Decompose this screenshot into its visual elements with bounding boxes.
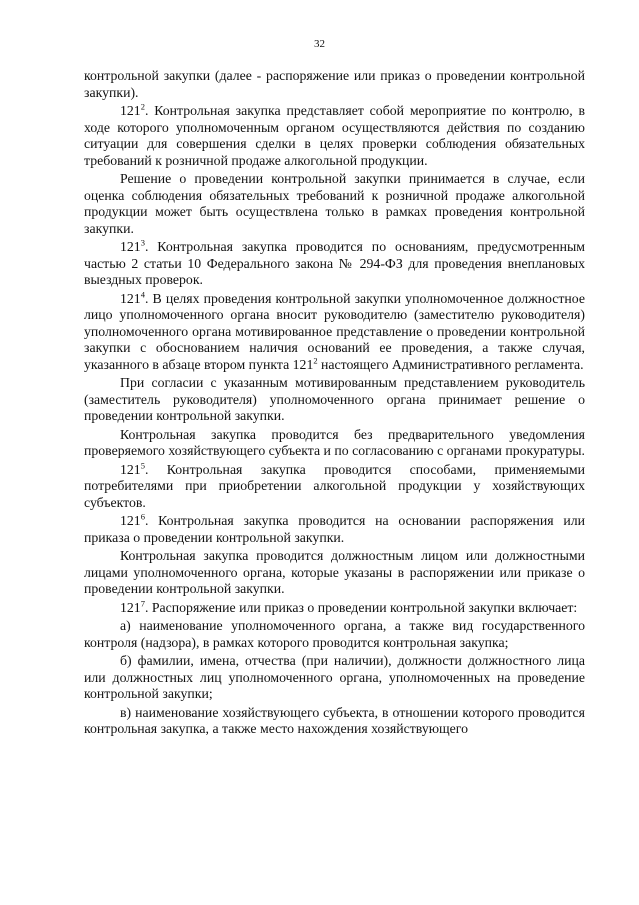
paragraph-text: . Контрольная закупка проводится способами, применяемыми потребителями при приобретении алкогольной продукции у хозяйствующих субъектов. (84, 461, 585, 510)
paragraph (84, 103, 585, 169)
paragraph (84, 239, 585, 289)
paragraph-text: . Контрольная закупка представляет собой мероприятие по контролю, в ходе которого уполномоченным органом осуществляются действия по созданию ситуации для совершения сделки в целях проверки соблюдения обязательных требований к розничной продаже алкогольной продукции. (84, 103, 585, 168)
paragraph (84, 597, 585, 617)
paragraph (84, 548, 585, 598)
paragraph-text: Решение о проведении контрольной закупки принимается в случае, если оценка соблюдения обязательных требований к розничной продаже алкогольной продукции может быть осуществлена только в рамках проведения контрольной закупки. (84, 171, 585, 236)
paragraph (84, 513, 585, 546)
paragraph (84, 618, 585, 651)
superscript: 2 (313, 354, 318, 365)
paragraph (84, 705, 585, 738)
superscript: 7 (140, 597, 145, 608)
superscript: 3 (140, 237, 145, 248)
paragraph-text: При согласии с указанным мотивированным представлением руководитель (заместитель руководителя) уполномоченного органа принимает решение о проведении контрольной закупки. (84, 375, 585, 423)
paragraph (84, 375, 585, 425)
paragraph-text: . Распоряжение или приказ о проведении контрольной закупки включает: (144, 599, 578, 615)
paragraph-text: настоящего Административного регламента. (317, 356, 584, 372)
paragraph-text: контрольной закупки (далее - распоряжение или приказ о проведении контрольной закупки). (84, 68, 585, 100)
paragraph (84, 653, 585, 703)
document-body (84, 68, 585, 740)
paragraph (84, 68, 585, 101)
superscript: 4 (140, 288, 145, 299)
paragraph-text: Контрольная закупка проводится без предварительного уведомления проверяемого хозяйствующего субъекта и по согласованию с органами прокуратуры. (84, 426, 585, 458)
paragraph-text: в) наименование хозяйствующего субъекта, в отношении которого проводится контрольная закупка, а также место нахождения хозяйствующего (84, 704, 585, 736)
paragraph-text: 121 (120, 461, 141, 477)
paragraph-text: . Контрольная закупка проводится на основании распоряжения или приказа о проведении контрольной закупки. (84, 513, 585, 545)
paragraph (84, 459, 585, 512)
paragraph-text: 121 (120, 599, 141, 615)
paragraph (84, 288, 585, 374)
page-number: 32 (314, 38, 325, 50)
superscript: 2 (140, 101, 145, 112)
paragraph-text: . Контрольная закупка проводится по основаниям, предусмотренным частью 2 статьи 10 Федерального закона № 294-ФЗ для проведения внеплановых выездных проверок. (84, 239, 585, 287)
paragraph-text: б) фамилии, имена, отчества (при наличии), должности должностного лица или должностных лиц уполномоченного органа, уполномоченных на проведение контрольной закупки; (84, 653, 585, 701)
paragraph-text: 121 (120, 513, 141, 528)
paragraph-text: . В целях проведения контрольной закупки уполномоченное должностное лицо уполномоченного органа вносит руководителю (заместителю руководителя) уполномоченного органа мотивированное представление о проведении контрольной закупки с обоснованием наличия оснований ее проведения, а также случая, указанного в абзаце втором пункта 121 (84, 290, 585, 372)
paragraph-text: 121 (120, 103, 141, 118)
superscript: 5 (140, 459, 145, 470)
paragraph (84, 427, 585, 460)
paragraph-text: 121 (120, 290, 141, 306)
paragraph-text: 121 (120, 239, 141, 254)
paragraph-text: Контрольная закупка проводится должностным лицом или должностными лицами уполномоченного органа, которые указаны в распоряжении или приказе о проведении контрольной закупки. (84, 548, 585, 596)
superscript: 6 (140, 511, 145, 522)
paragraph-text: а) наименование уполномоченного органа, а также вид государственного контроля (надзора), в рамках которого проводится контрольная закупка; (84, 618, 585, 650)
paragraph (84, 171, 585, 237)
